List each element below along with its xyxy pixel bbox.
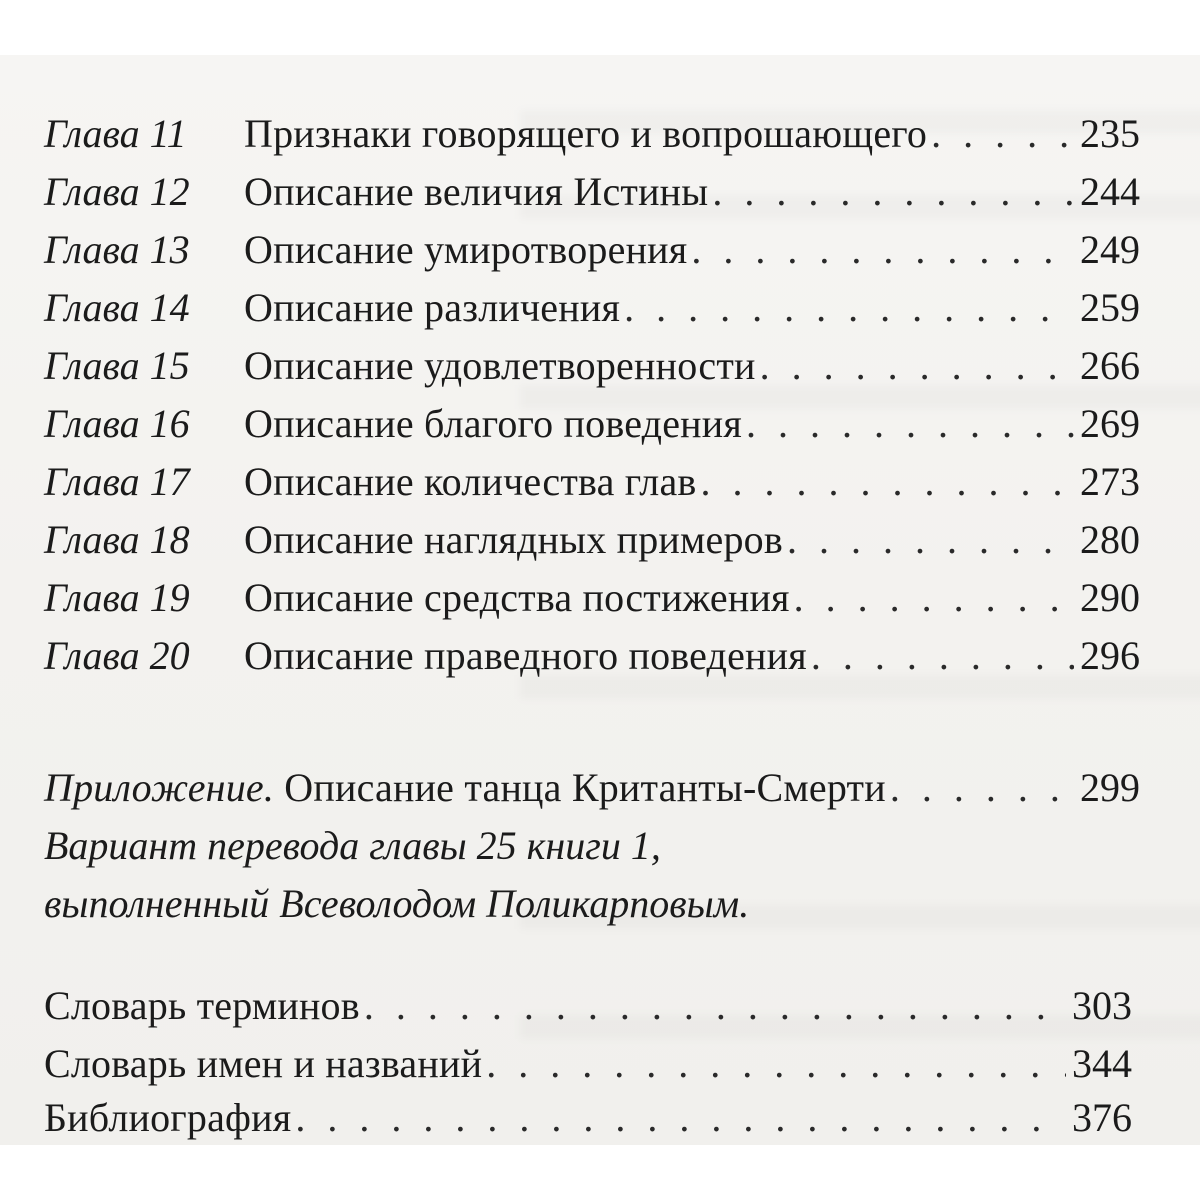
- chapter-label: Глава 18: [44, 517, 190, 562]
- chapter-title: Описание удовлетворенности: [244, 343, 756, 388]
- dot-leader: [794, 569, 1074, 627]
- chapter-title: Описание различения: [244, 285, 621, 330]
- toc-entry-chapter-11[interactable]: [44, 105, 1140, 163]
- toc-entry-chapter-15[interactable]: [44, 337, 1140, 395]
- chapter-label: Глава 17: [44, 459, 190, 504]
- appendix-title-text: Описание танца Кританты-Смерти: [284, 765, 886, 810]
- book-page: [0, 55, 1200, 1145]
- toc-entry-chapter-14[interactable]: [44, 279, 1140, 337]
- chapter-title: Описание благого поведения: [244, 401, 742, 446]
- page-number: 376: [1072, 1095, 1132, 1140]
- page-number: 266: [1080, 343, 1140, 388]
- dot-leader: [746, 395, 1074, 453]
- page-number: 244: [1080, 169, 1140, 214]
- appendix-note-line-1: Вариант перевода главы 25 книги 1,: [44, 823, 661, 868]
- toc-entry-chapter-17[interactable]: [44, 453, 1140, 511]
- chapter-label: Глава 11: [44, 111, 187, 156]
- dot-leader: [760, 337, 1074, 395]
- page-number: 299: [1080, 765, 1140, 810]
- toc-entry-chapter-20[interactable]: [44, 627, 1140, 685]
- page-number: 249: [1080, 227, 1140, 272]
- toc-entry-chapter-19[interactable]: [44, 569, 1140, 627]
- appendix-note-line-2: выполненный Всеволодом Поликарповым.: [44, 881, 750, 926]
- page-number: 280: [1080, 517, 1140, 562]
- chapter-title: Описание средства постижения: [244, 575, 790, 620]
- chapter-title: Признаки говорящего и вопрошающего: [244, 111, 928, 156]
- toc-entry-names-index[interactable]: [44, 1035, 1132, 1093]
- page-number: 344: [1072, 1041, 1132, 1086]
- chapter-title: Описание умиротворения: [244, 227, 688, 272]
- chapter-label: Глава 20: [44, 633, 190, 678]
- dot-leader: [624, 279, 1074, 337]
- chapter-title: Описание количества глав: [244, 459, 697, 504]
- chapter-label: Глава 16: [44, 401, 190, 446]
- dot-leader: [486, 1035, 1066, 1093]
- toc-entry-bibliography[interactable]: [44, 1089, 1132, 1145]
- page-number: 259: [1080, 285, 1140, 330]
- toc-entry-chapter-12[interactable]: [44, 163, 1140, 221]
- page-number: 273: [1080, 459, 1140, 504]
- dot-leader: [787, 511, 1074, 569]
- dot-leader: [701, 453, 1075, 511]
- dot-leader: [295, 1089, 1066, 1145]
- page-number: 235: [1080, 111, 1140, 156]
- dot-leader: [691, 221, 1074, 279]
- toc-entry-glossary[interactable]: [44, 977, 1132, 1035]
- chapter-label: Глава 15: [44, 343, 190, 388]
- page-number: 269: [1080, 401, 1140, 446]
- chapter-label: Глава 13: [44, 227, 190, 272]
- back-matter-title: Словарь имен и названий: [44, 1041, 483, 1086]
- chapter-label: Глава 19: [44, 575, 190, 620]
- chapter-label: Глава 14: [44, 285, 190, 330]
- dot-leader: [931, 105, 1074, 163]
- dot-leader: [890, 759, 1074, 817]
- appendix-label: Приложение.: [44, 765, 275, 810]
- chapter-title: Описание наглядных примеров: [244, 517, 783, 562]
- page-number: 290: [1080, 575, 1140, 620]
- page-number: 296: [1080, 633, 1140, 678]
- toc-entry-appendix[interactable]: [44, 759, 1140, 817]
- back-matter-title: Библиография: [44, 1095, 292, 1140]
- table-of-contents: [0, 55, 1200, 1145]
- dot-leader: [811, 627, 1074, 685]
- page-number: 303: [1072, 983, 1132, 1028]
- toc-entry-chapter-16[interactable]: [44, 395, 1140, 453]
- chapter-label: Глава 12: [44, 169, 190, 214]
- chapter-title: Описание величия Истины: [244, 169, 709, 214]
- toc-entry-chapter-18[interactable]: [44, 511, 1140, 569]
- dot-leader: [712, 163, 1074, 221]
- toc-entry-chapter-13[interactable]: [44, 221, 1140, 279]
- appendix-title: [44, 759, 886, 817]
- dot-leader: [364, 977, 1066, 1035]
- chapter-title: Описание праведного поведения: [244, 633, 807, 678]
- back-matter-title: Словарь терминов: [44, 983, 360, 1028]
